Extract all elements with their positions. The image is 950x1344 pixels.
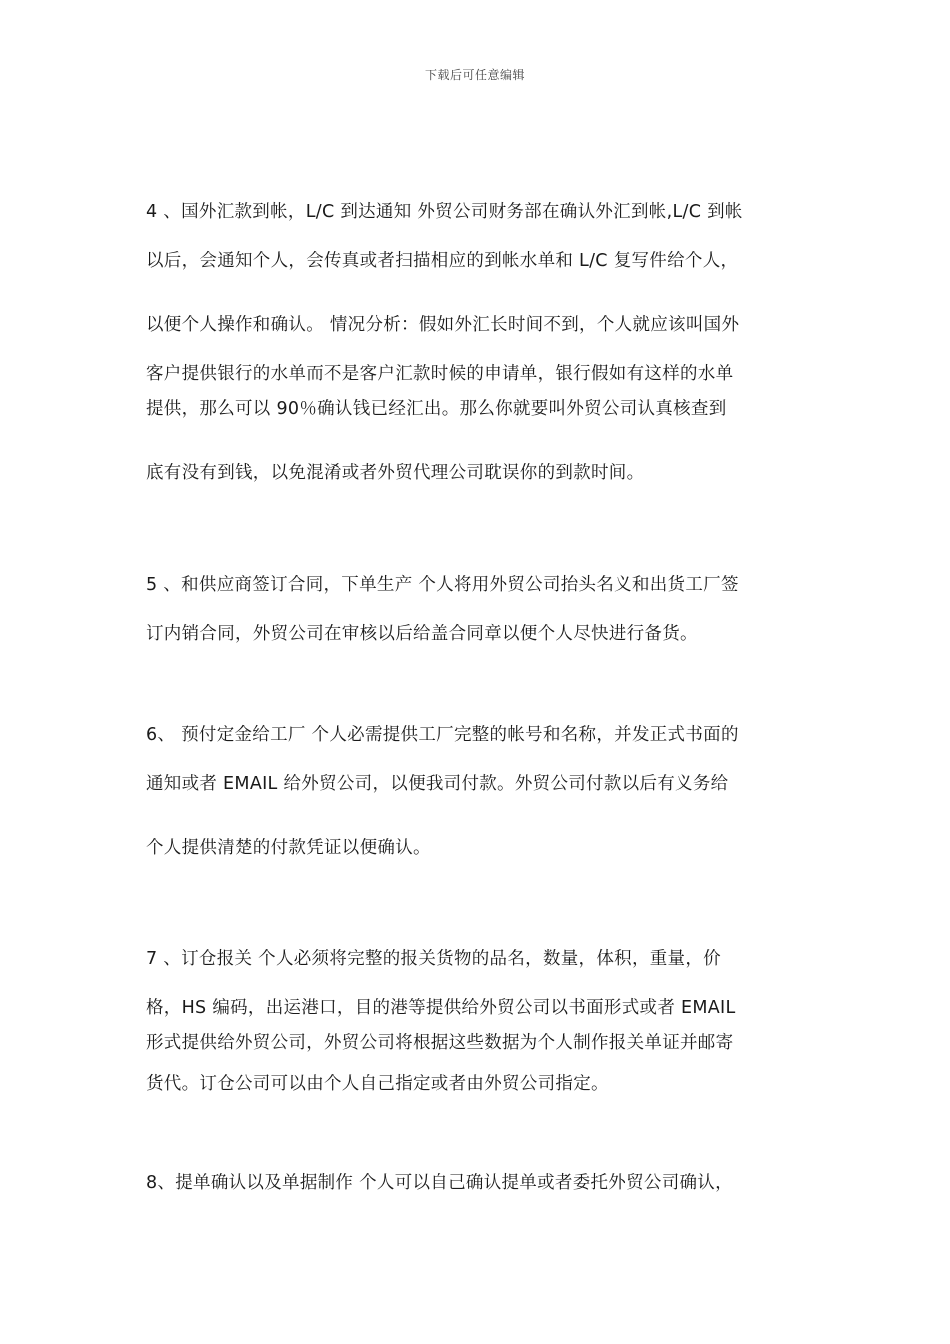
- text-line: 4 、国外汇款到帐，L/C 到达通知 外贸公司财务部在确认外汇到帐,L/C 到帐: [146, 202, 743, 222]
- text-line: 8、提单确认以及单据制作 个人可以自己确认提单或者委托外贸公司确认，: [146, 1173, 733, 1193]
- text-line: 订内销合同，外贸公司在审核以后给盖合同章以便个人尽快进行备货。: [146, 624, 698, 644]
- text-line: 提供，那么可以 90％确认钱已经汇出。那么你就要叫外贸公司认真核查到: [146, 399, 727, 419]
- text-line: 5 、和供应商签订合同，下单生产 个人将用外贸公司抬头名义和出货工厂签: [146, 575, 739, 595]
- text-line: 形式提供给外贸公司，外贸公司将根据这些数据为个人制作报关单证并邮寄: [146, 1033, 734, 1053]
- text-line: 以后，会通知个人，会传真或者扫描相应的到帐水单和 L/C 复写件给个人，: [146, 251, 739, 271]
- text-line: 格，HS 编码，出运港口，目的港等提供给外贸公司以书面形式或者 EMAIL: [146, 998, 736, 1018]
- text-line: 通知或者 EMAIL 给外贸公司，以便我司付款。外贸公司付款以后有义务给: [146, 774, 729, 794]
- text-line: 货代。订仓公司可以由个人自己指定或者由外贸公司指定。: [146, 1074, 609, 1094]
- text-line: 底有没有到钱，以免混淆或者外贸代理公司耽误你的到款时间。: [146, 463, 645, 483]
- text-line: 7 、订仓报关 个人必须将完整的报关货物的品名，数量，体积，重量，价: [146, 949, 721, 969]
- text-line: 以便个人操作和确认。 情况分析：假如外汇长时间不到，个人就应该叫国外: [146, 315, 740, 335]
- text-line: 个人提供清楚的付款凭证以便确认。: [146, 838, 431, 858]
- text-line: 6、 预付定金给工厂 个人必需提供工厂完整的帐号和名称，并发正式书面的: [146, 725, 739, 745]
- page-header-note: 下载后可任意编辑: [424, 68, 525, 82]
- text-line: 客户提供银行的水单而不是客户汇款时候的申请单，银行假如有这样的水单: [146, 364, 734, 384]
